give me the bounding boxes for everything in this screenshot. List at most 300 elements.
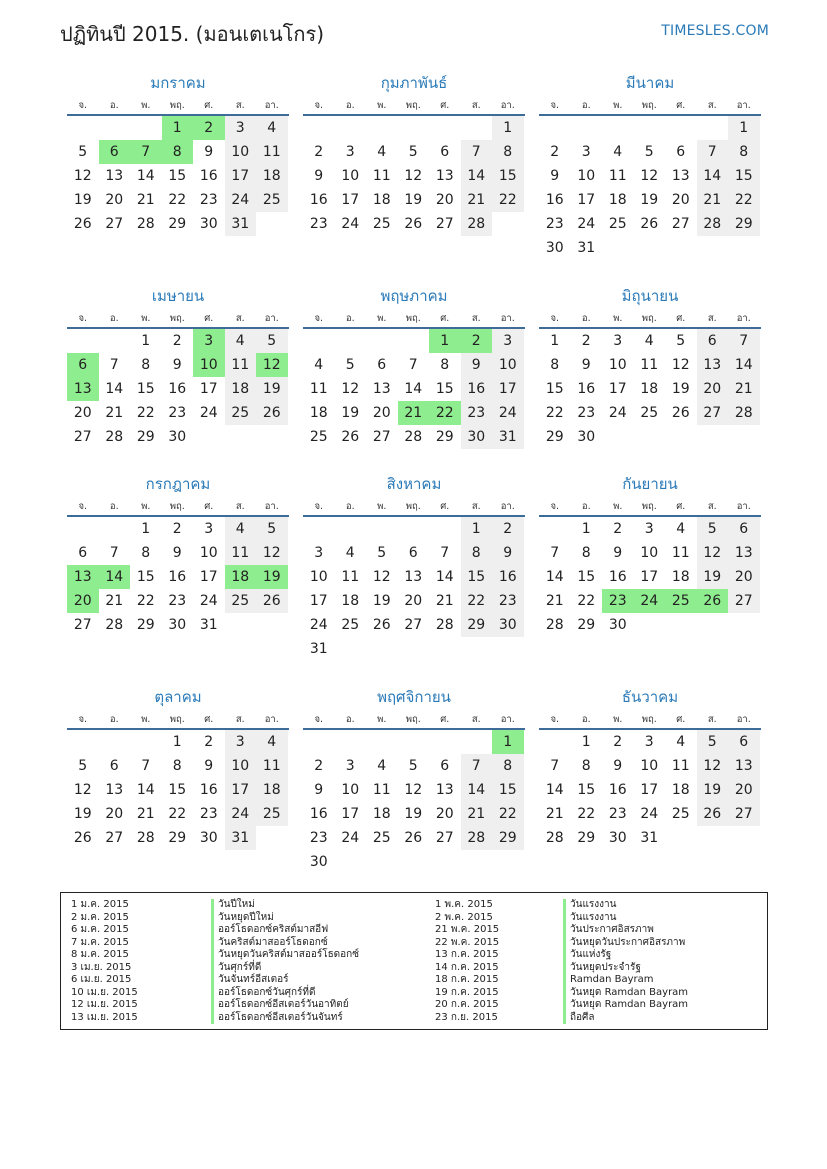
day-cell[interactable]: 26 xyxy=(341,429,360,445)
day-cell[interactable]: 25 xyxy=(372,830,391,846)
day-cell[interactable]: 30 xyxy=(199,216,218,232)
day-cell[interactable]: 23 xyxy=(199,806,218,822)
day-cell[interactable]: 5 xyxy=(78,144,88,160)
day-cell[interactable]: 15 xyxy=(492,778,524,802)
holiday-day-cell[interactable]: 2 xyxy=(193,116,225,140)
day-cell[interactable]: 17 xyxy=(225,778,257,802)
day-cell[interactable]: 22 xyxy=(492,802,524,826)
holiday-day-cell[interactable]: 1 xyxy=(492,730,524,754)
holiday-day-cell[interactable]: 20 xyxy=(67,589,99,613)
day-cell[interactable]: 28 xyxy=(545,617,564,633)
day-cell[interactable]: 26 xyxy=(404,830,423,846)
day-cell[interactable]: 15 xyxy=(577,782,596,798)
day-cell[interactable]: 8 xyxy=(492,140,524,164)
day-cell[interactable]: 17 xyxy=(640,569,659,585)
day-cell[interactable]: 18 xyxy=(372,192,391,208)
holiday-day-cell[interactable]: 14 xyxy=(99,565,131,589)
day-cell[interactable]: 27 xyxy=(435,216,454,232)
holiday-day-cell[interactable]: 25 xyxy=(665,589,697,613)
day-cell[interactable]: 18 xyxy=(256,164,288,188)
day-cell[interactable]: 1 xyxy=(141,333,151,349)
day-cell[interactable]: 14 xyxy=(461,164,493,188)
day-cell[interactable]: 14 xyxy=(105,381,124,397)
day-cell[interactable]: 27 xyxy=(435,830,454,846)
day-cell[interactable]: 7 xyxy=(550,545,560,561)
holiday-day-cell[interactable]: 22 xyxy=(429,401,461,425)
day-cell[interactable]: 27 xyxy=(671,216,690,232)
day-cell[interactable]: 8 xyxy=(141,357,151,373)
day-cell[interactable]: 29 xyxy=(168,830,187,846)
day-cell[interactable]: 21 xyxy=(545,593,564,609)
day-cell[interactable]: 3 xyxy=(492,329,524,353)
day-cell[interactable]: 8 xyxy=(461,541,493,565)
day-cell[interactable]: 9 xyxy=(172,545,182,561)
day-cell[interactable]: 25 xyxy=(225,589,257,613)
day-cell[interactable]: 21 xyxy=(461,188,493,212)
day-cell[interactable]: 21 xyxy=(435,593,454,609)
holiday-day-cell[interactable]: 12 xyxy=(256,353,288,377)
day-cell[interactable]: 22 xyxy=(136,593,155,609)
day-cell[interactable]: 7 xyxy=(109,357,119,373)
day-cell[interactable]: 11 xyxy=(372,168,391,184)
day-cell[interactable]: 14 xyxy=(545,782,564,798)
day-cell[interactable]: 18 xyxy=(256,778,288,802)
day-cell[interactable]: 2 xyxy=(613,734,623,750)
day-cell[interactable]: 4 xyxy=(225,517,257,541)
day-cell[interactable]: 6 xyxy=(728,517,760,541)
day-cell[interactable]: 4 xyxy=(676,521,686,537)
day-cell[interactable]: 13 xyxy=(404,569,423,585)
day-cell[interactable]: 7 xyxy=(461,140,493,164)
day-cell[interactable]: 2 xyxy=(613,521,623,537)
day-cell[interactable]: 29 xyxy=(577,617,596,633)
day-cell[interactable]: 15 xyxy=(168,168,187,184)
day-cell[interactable]: 12 xyxy=(256,541,288,565)
day-cell[interactable]: 14 xyxy=(461,778,493,802)
day-cell[interactable]: 23 xyxy=(199,192,218,208)
day-cell[interactable]: 9 xyxy=(314,782,324,798)
day-cell[interactable]: 13 xyxy=(728,754,760,778)
day-cell[interactable]: 4 xyxy=(377,758,387,774)
day-cell[interactable]: 25 xyxy=(309,429,328,445)
day-cell[interactable]: 20 xyxy=(697,377,729,401)
day-cell[interactable]: 29 xyxy=(492,826,524,850)
day-cell[interactable]: 23 xyxy=(168,593,187,609)
day-cell[interactable]: 24 xyxy=(492,401,524,425)
day-cell[interactable]: 26 xyxy=(256,589,288,613)
day-cell[interactable]: 11 xyxy=(225,353,257,377)
day-cell[interactable]: 1 xyxy=(461,517,493,541)
day-cell[interactable]: 1 xyxy=(141,521,151,537)
day-cell[interactable]: 11 xyxy=(225,541,257,565)
day-cell[interactable]: 25 xyxy=(640,405,659,421)
day-cell[interactable]: 5 xyxy=(408,758,418,774)
day-cell[interactable]: 24 xyxy=(199,593,218,609)
day-cell[interactable]: 30 xyxy=(492,613,524,637)
day-cell[interactable]: 3 xyxy=(613,333,623,349)
day-cell[interactable]: 15 xyxy=(136,381,155,397)
day-cell[interactable]: 23 xyxy=(545,216,564,232)
day-cell[interactable]: 18 xyxy=(640,381,659,397)
day-cell[interactable]: 26 xyxy=(640,216,659,232)
day-cell[interactable]: 21 xyxy=(697,188,729,212)
day-cell[interactable]: 18 xyxy=(341,593,360,609)
day-cell[interactable]: 15 xyxy=(136,569,155,585)
day-cell[interactable]: 19 xyxy=(341,405,360,421)
day-cell[interactable]: 9 xyxy=(613,758,623,774)
day-cell[interactable]: 8 xyxy=(492,754,524,778)
day-cell[interactable]: 11 xyxy=(256,754,288,778)
day-cell[interactable]: 19 xyxy=(73,192,92,208)
day-cell[interactable]: 17 xyxy=(199,569,218,585)
day-cell[interactable]: 3 xyxy=(581,144,591,160)
day-cell[interactable]: 14 xyxy=(136,782,155,798)
day-cell[interactable]: 4 xyxy=(345,545,355,561)
day-cell[interactable]: 20 xyxy=(372,405,391,421)
day-cell[interactable]: 11 xyxy=(640,357,659,373)
day-cell[interactable]: 9 xyxy=(461,353,493,377)
day-cell[interactable]: 30 xyxy=(199,830,218,846)
day-cell[interactable]: 23 xyxy=(608,806,627,822)
day-cell[interactable]: 23 xyxy=(168,405,187,421)
day-cell[interactable]: 25 xyxy=(225,401,257,425)
day-cell[interactable]: 2 xyxy=(581,333,591,349)
day-cell[interactable]: 18 xyxy=(225,377,257,401)
day-cell[interactable]: 3 xyxy=(345,758,355,774)
day-cell[interactable]: 5 xyxy=(676,333,686,349)
day-cell[interactable]: 9 xyxy=(172,357,182,373)
day-cell[interactable]: 5 xyxy=(408,144,418,160)
day-cell[interactable]: 26 xyxy=(256,401,288,425)
day-cell[interactable]: 8 xyxy=(172,758,182,774)
day-cell[interactable]: 22 xyxy=(136,405,155,421)
day-cell[interactable]: 2 xyxy=(492,517,524,541)
day-cell[interactable]: 12 xyxy=(404,782,423,798)
day-cell[interactable]: 22 xyxy=(492,188,524,212)
day-cell[interactable]: 20 xyxy=(105,806,124,822)
day-cell[interactable]: 10 xyxy=(225,754,257,778)
holiday-day-cell[interactable]: 26 xyxy=(697,589,729,613)
day-cell[interactable]: 28 xyxy=(105,429,124,445)
day-cell[interactable]: 11 xyxy=(372,782,391,798)
day-cell[interactable]: 8 xyxy=(581,545,591,561)
day-cell[interactable]: 10 xyxy=(225,140,257,164)
day-cell[interactable]: 8 xyxy=(141,545,151,561)
day-cell[interactable]: 20 xyxy=(404,593,423,609)
holiday-day-cell[interactable]: 24 xyxy=(634,589,666,613)
day-cell[interactable]: 19 xyxy=(404,192,423,208)
day-cell[interactable]: 4 xyxy=(676,734,686,750)
holiday-day-cell[interactable]: 19 xyxy=(256,565,288,589)
day-cell[interactable]: 7 xyxy=(550,758,560,774)
day-cell[interactable]: 13 xyxy=(671,168,690,184)
day-cell[interactable]: 6 xyxy=(440,758,450,774)
day-cell[interactable]: 27 xyxy=(105,830,124,846)
day-cell[interactable]: 30 xyxy=(168,429,187,445)
day-cell[interactable]: 19 xyxy=(697,778,729,802)
day-cell[interactable]: 10 xyxy=(341,168,360,184)
day-cell[interactable]: 21 xyxy=(545,806,564,822)
day-cell[interactable]: 28 xyxy=(461,212,493,236)
holiday-day-cell[interactable]: 6 xyxy=(99,140,131,164)
day-cell[interactable]: 27 xyxy=(372,429,391,445)
day-cell[interactable]: 16 xyxy=(168,381,187,397)
day-cell[interactable]: 29 xyxy=(136,429,155,445)
day-cell[interactable]: 10 xyxy=(640,545,659,561)
day-cell[interactable]: 3 xyxy=(225,116,257,140)
day-cell[interactable]: 31 xyxy=(577,240,596,256)
day-cell[interactable]: 22 xyxy=(461,589,493,613)
day-cell[interactable]: 3 xyxy=(204,521,214,537)
day-cell[interactable]: 13 xyxy=(372,381,391,397)
day-cell[interactable]: 2 xyxy=(172,521,182,537)
holiday-day-cell[interactable]: 10 xyxy=(193,353,225,377)
day-cell[interactable]: 26 xyxy=(73,830,92,846)
holiday-day-cell[interactable]: 7 xyxy=(130,140,162,164)
day-cell[interactable]: 16 xyxy=(168,569,187,585)
day-cell[interactable]: 28 xyxy=(136,216,155,232)
day-cell[interactable]: 31 xyxy=(199,617,218,633)
day-cell[interactable]: 20 xyxy=(728,565,760,589)
day-cell[interactable]: 22 xyxy=(168,192,187,208)
day-cell[interactable]: 6 xyxy=(109,758,119,774)
day-cell[interactable]: 24 xyxy=(225,802,257,826)
day-cell[interactable]: 10 xyxy=(577,168,596,184)
day-cell[interactable]: 14 xyxy=(435,569,454,585)
day-cell[interactable]: 18 xyxy=(671,569,690,585)
day-cell[interactable]: 26 xyxy=(697,802,729,826)
day-cell[interactable]: 14 xyxy=(728,353,760,377)
day-cell[interactable]: 16 xyxy=(309,192,328,208)
day-cell[interactable]: 17 xyxy=(608,381,627,397)
day-cell[interactable]: 15 xyxy=(168,782,187,798)
day-cell[interactable]: 6 xyxy=(697,329,729,353)
day-cell[interactable]: 1 xyxy=(492,116,524,140)
day-cell[interactable]: 27 xyxy=(73,429,92,445)
day-cell[interactable]: 20 xyxy=(435,806,454,822)
day-cell[interactable]: 17 xyxy=(199,381,218,397)
day-cell[interactable]: 5 xyxy=(256,517,288,541)
day-cell[interactable]: 13 xyxy=(728,541,760,565)
day-cell[interactable]: 29 xyxy=(435,429,454,445)
day-cell[interactable]: 25 xyxy=(671,806,690,822)
day-cell[interactable]: 8 xyxy=(728,140,760,164)
day-cell[interactable]: 6 xyxy=(676,144,686,160)
day-cell[interactable]: 31 xyxy=(225,826,257,850)
day-cell[interactable]: 29 xyxy=(168,216,187,232)
holiday-day-cell[interactable]: 1 xyxy=(429,329,461,353)
day-cell[interactable]: 15 xyxy=(577,569,596,585)
day-cell[interactable]: 18 xyxy=(608,192,627,208)
day-cell[interactable]: 20 xyxy=(105,192,124,208)
day-cell[interactable]: 28 xyxy=(404,429,423,445)
day-cell[interactable]: 17 xyxy=(492,377,524,401)
day-cell[interactable]: 28 xyxy=(545,830,564,846)
day-cell[interactable]: 24 xyxy=(225,188,257,212)
holiday-day-cell[interactable]: 21 xyxy=(398,401,430,425)
day-cell[interactable]: 4 xyxy=(314,357,324,373)
day-cell[interactable]: 17 xyxy=(640,782,659,798)
day-cell[interactable]: 13 xyxy=(105,782,124,798)
day-cell[interactable]: 2 xyxy=(550,144,560,160)
day-cell[interactable]: 5 xyxy=(256,329,288,353)
day-cell[interactable]: 12 xyxy=(697,541,729,565)
day-cell[interactable]: 5 xyxy=(345,357,355,373)
day-cell[interactable]: 12 xyxy=(341,381,360,397)
day-cell[interactable]: 19 xyxy=(640,192,659,208)
day-cell[interactable]: 30 xyxy=(309,854,328,870)
day-cell[interactable]: 4 xyxy=(644,333,654,349)
day-cell[interactable]: 19 xyxy=(671,381,690,397)
day-cell[interactable]: 17 xyxy=(225,164,257,188)
day-cell[interactable]: 29 xyxy=(577,830,596,846)
day-cell[interactable]: 27 xyxy=(73,617,92,633)
day-cell[interactable]: 8 xyxy=(550,357,560,373)
day-cell[interactable]: 7 xyxy=(697,140,729,164)
day-cell[interactable]: 29 xyxy=(136,617,155,633)
day-cell[interactable]: 24 xyxy=(577,216,596,232)
day-cell[interactable]: 18 xyxy=(309,405,328,421)
day-cell[interactable]: 9 xyxy=(204,758,214,774)
day-cell[interactable]: 20 xyxy=(73,405,92,421)
day-cell[interactable]: 15 xyxy=(545,381,564,397)
day-cell[interactable]: 17 xyxy=(341,192,360,208)
holiday-day-cell[interactable]: 13 xyxy=(67,565,99,589)
holiday-day-cell[interactable]: 18 xyxy=(225,565,257,589)
brand-link[interactable]: TIMESLES.COM xyxy=(661,23,769,39)
day-cell[interactable]: 5 xyxy=(644,144,654,160)
day-cell[interactable]: 7 xyxy=(408,357,418,373)
day-cell[interactable]: 2 xyxy=(314,144,324,160)
day-cell[interactable]: 24 xyxy=(341,830,360,846)
day-cell[interactable]: 24 xyxy=(309,617,328,633)
day-cell[interactable]: 31 xyxy=(640,830,659,846)
day-cell[interactable]: 10 xyxy=(640,758,659,774)
day-cell[interactable]: 12 xyxy=(404,168,423,184)
day-cell[interactable]: 17 xyxy=(577,192,596,208)
day-cell[interactable]: 21 xyxy=(461,802,493,826)
day-cell[interactable]: 7 xyxy=(141,758,151,774)
day-cell[interactable]: 21 xyxy=(105,405,124,421)
day-cell[interactable]: 16 xyxy=(608,569,627,585)
day-cell[interactable]: 10 xyxy=(608,357,627,373)
day-cell[interactable]: 20 xyxy=(728,778,760,802)
day-cell[interactable]: 16 xyxy=(199,782,218,798)
day-cell[interactable]: 9 xyxy=(204,144,214,160)
day-cell[interactable]: 28 xyxy=(105,617,124,633)
holiday-day-cell[interactable]: 13 xyxy=(67,377,99,401)
day-cell[interactable]: 22 xyxy=(577,593,596,609)
holiday-day-cell[interactable]: 3 xyxy=(193,329,225,353)
day-cell[interactable]: 3 xyxy=(345,144,355,160)
day-cell[interactable]: 10 xyxy=(309,569,328,585)
day-cell[interactable]: 24 xyxy=(640,806,659,822)
day-cell[interactable]: 4 xyxy=(256,116,288,140)
day-cell[interactable]: 27 xyxy=(105,216,124,232)
day-cell[interactable]: 19 xyxy=(372,593,391,609)
day-cell[interactable]: 18 xyxy=(671,782,690,798)
day-cell[interactable]: 3 xyxy=(644,734,654,750)
day-cell[interactable]: 13 xyxy=(435,168,454,184)
day-cell[interactable]: 13 xyxy=(435,782,454,798)
day-cell[interactable]: 30 xyxy=(168,617,187,633)
day-cell[interactable]: 25 xyxy=(256,802,288,826)
day-cell[interactable]: 19 xyxy=(73,806,92,822)
day-cell[interactable]: 29 xyxy=(728,212,760,236)
day-cell[interactable]: 6 xyxy=(728,730,760,754)
day-cell[interactable]: 12 xyxy=(671,357,690,373)
day-cell[interactable]: 13 xyxy=(105,168,124,184)
day-cell[interactable]: 29 xyxy=(461,613,493,637)
day-cell[interactable]: 3 xyxy=(644,521,654,537)
day-cell[interactable]: 31 xyxy=(309,641,328,657)
day-cell[interactable]: 5 xyxy=(697,730,729,754)
day-cell[interactable]: 15 xyxy=(492,164,524,188)
day-cell[interactable]: 11 xyxy=(608,168,627,184)
day-cell[interactable]: 25 xyxy=(372,216,391,232)
day-cell[interactable]: 28 xyxy=(435,617,454,633)
day-cell[interactable]: 4 xyxy=(225,329,257,353)
day-cell[interactable]: 22 xyxy=(545,405,564,421)
day-cell[interactable]: 12 xyxy=(73,168,92,184)
holiday-day-cell[interactable]: 8 xyxy=(162,140,194,164)
day-cell[interactable]: 12 xyxy=(73,782,92,798)
day-cell[interactable]: 28 xyxy=(136,830,155,846)
day-cell[interactable]: 16 xyxy=(461,377,493,401)
day-cell[interactable]: 16 xyxy=(608,782,627,798)
day-cell[interactable]: 9 xyxy=(613,545,623,561)
day-cell[interactable]: 14 xyxy=(697,164,729,188)
holiday-day-cell[interactable]: 1 xyxy=(162,116,194,140)
day-cell[interactable]: 26 xyxy=(671,405,690,421)
day-cell[interactable]: 4 xyxy=(613,144,623,160)
day-cell[interactable]: 9 xyxy=(550,168,560,184)
day-cell[interactable]: 22 xyxy=(728,188,760,212)
day-cell[interactable]: 16 xyxy=(199,168,218,184)
day-cell[interactable]: 8 xyxy=(581,758,591,774)
day-cell[interactable]: 19 xyxy=(404,806,423,822)
day-cell[interactable]: 15 xyxy=(461,565,493,589)
day-cell[interactable]: 28 xyxy=(697,212,729,236)
day-cell[interactable]: 7 xyxy=(728,329,760,353)
holiday-day-cell[interactable]: 23 xyxy=(602,589,634,613)
day-cell[interactable]: 10 xyxy=(199,545,218,561)
day-cell[interactable]: 16 xyxy=(492,565,524,589)
day-cell[interactable]: 13 xyxy=(697,353,729,377)
day-cell[interactable]: 14 xyxy=(136,168,155,184)
day-cell[interactable]: 12 xyxy=(697,754,729,778)
day-cell[interactable]: 23 xyxy=(309,830,328,846)
day-cell[interactable]: 21 xyxy=(105,593,124,609)
day-cell[interactable]: 4 xyxy=(256,730,288,754)
day-cell[interactable]: 1 xyxy=(550,333,560,349)
day-cell[interactable]: 11 xyxy=(309,381,328,397)
day-cell[interactable]: 4 xyxy=(377,144,387,160)
day-cell[interactable]: 20 xyxy=(435,192,454,208)
day-cell[interactable]: 19 xyxy=(256,377,288,401)
day-cell[interactable]: 22 xyxy=(577,806,596,822)
day-cell[interactable]: 3 xyxy=(314,545,324,561)
day-cell[interactable]: 31 xyxy=(492,425,524,449)
day-cell[interactable]: 11 xyxy=(256,140,288,164)
day-cell[interactable]: 28 xyxy=(728,401,760,425)
day-cell[interactable]: 6 xyxy=(78,545,88,561)
day-cell[interactable]: 18 xyxy=(372,806,391,822)
day-cell[interactable]: 1 xyxy=(581,734,591,750)
day-cell[interactable]: 21 xyxy=(136,806,155,822)
day-cell[interactable]: 17 xyxy=(309,593,328,609)
day-cell[interactable]: 24 xyxy=(341,216,360,232)
